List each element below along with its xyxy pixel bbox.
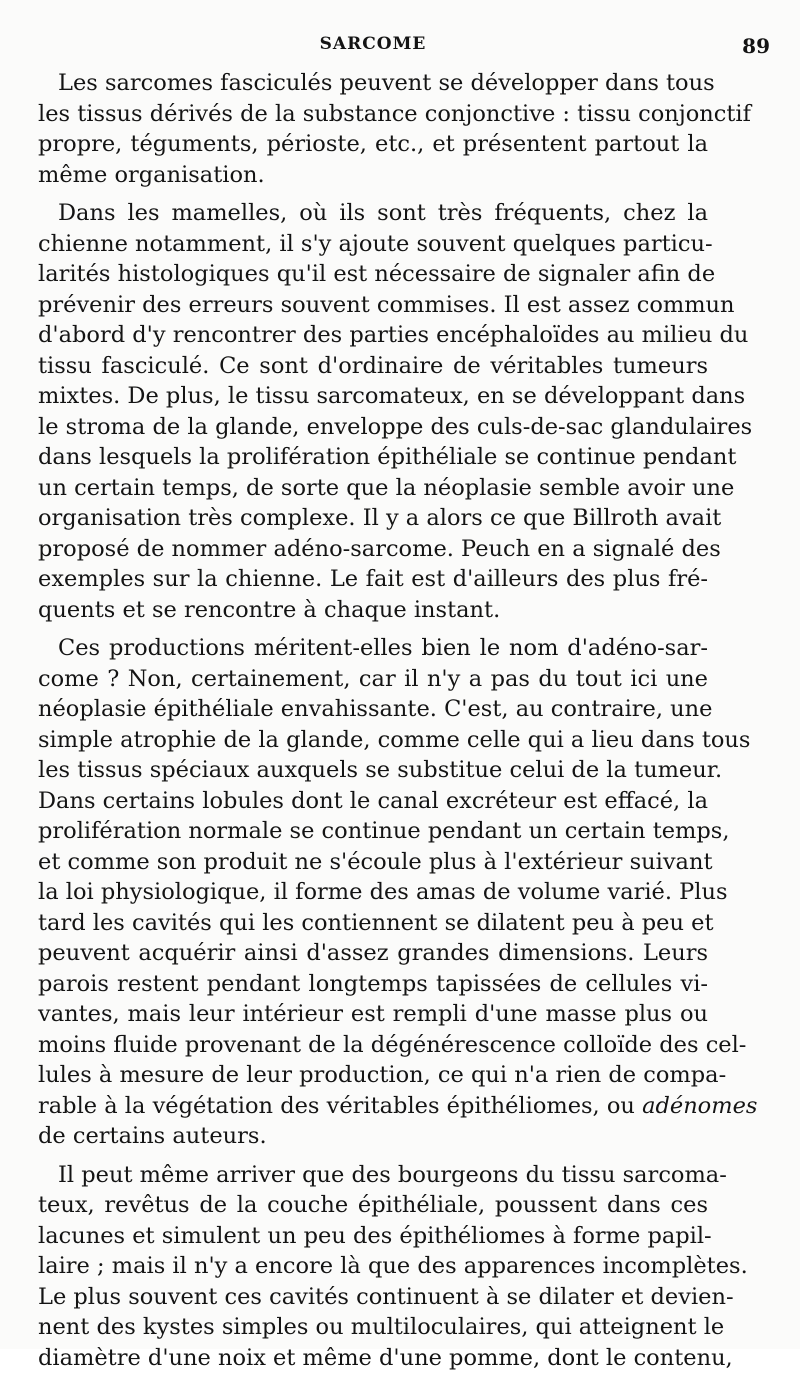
text-line: dans lesquels la prolifération épithéliale se continue pendant (38, 444, 737, 470)
body-text (38, 68, 758, 1381)
text-line: tissu fasciculé. Ce sont d'ordinaire de véritables tumeurs (38, 352, 708, 379)
text-line: diamètre d'une noix et même d'une pomme, dont le contenu, (38, 1344, 733, 1371)
text-line: la loi physiologique, il forme des amas de volume varié. Plus (38, 879, 728, 905)
text-line-start: rable à la végétation des véritables épithéliomes, ou (38, 1092, 635, 1119)
paragraph-1 (38, 68, 751, 190)
text-line: lacunes et simulent un peu des épithéliomes à forme papil- (38, 1222, 712, 1249)
text-line: même organisation. (38, 161, 265, 188)
text-line: nent des kystes simples ou multiloculaires, qui atteignent le (38, 1314, 725, 1340)
text-line: de certains auteurs. (38, 1123, 267, 1149)
text-line: peuvent acquérir ainsi d'assez grandes dimensions. Leurs (38, 940, 708, 966)
paragraph-3 (38, 633, 758, 1152)
text-line: prévenir des erreurs souvent commises. Il est assez commun (38, 291, 735, 318)
text-line: quents et se rencontre à chaque instant. (38, 596, 501, 623)
text-line: Les sarcomes fasciculés peuvent se développer dans tous (58, 70, 715, 96)
italic-term: adénomes (642, 1092, 758, 1119)
text-line: Dans certains lobules dont le canal excréteur est effacé, la (38, 787, 708, 814)
text-line: lules à mesure de leur production, ce qui n'a rien de compa- (38, 1062, 727, 1088)
text-line: come ? Non, certainement, car il n'y a pas du tout ici une (38, 665, 708, 692)
page-number: 89 (742, 34, 770, 58)
text-line: vantes, mais leur intérieur est rempli d'une masse plus ou (38, 1001, 708, 1027)
text-line: laire ; mais il n'y a encore là que des apparences incomplètes. (38, 1253, 748, 1279)
paragraph-4 (38, 1160, 748, 1374)
text-line: larités histologiques qu'il est nécessaire de signaler afin de (38, 261, 716, 287)
text-line: Ces productions méritent-elles bien le nom d'adéno-sar- (58, 635, 708, 661)
text-line: organisation très complexe. Il y a alors ce que Billroth avait (38, 505, 722, 531)
running-head (38, 32, 770, 60)
text-line: le stroma de la glande, enveloppe des culs-de-sac glandulaires (38, 413, 753, 440)
text-line: Le plus souvent ces cavités continuent à se dilater et devien- (38, 1283, 734, 1310)
text-line: moins fluide provenant de la dégénérescence colloïde des cel- (38, 1031, 747, 1058)
text-line: mixtes. De plus, le tissu sarcomateux, en se développant dans (38, 383, 746, 409)
text-line: Dans les mamelles, où ils sont très fréquents, chez la (58, 200, 708, 226)
text-line: proposé de nommer adéno-sarcome. Peuch en a signalé des (38, 535, 721, 562)
text-line: Il peut même arriver que des bourgeons du tissu sarcoma- (58, 1161, 727, 1188)
text-line: les tissus spéciaux auxquels se substitue celui de la tumeur. (38, 757, 723, 783)
text-line: et comme son produit ne s'écoule plus à l'extérieur suivant (38, 848, 713, 875)
text-line: propre, téguments, périoste, etc., et présentent partout la (38, 131, 708, 157)
text-line: parois restent pendant longtemps tapissées de cellules vi- (38, 970, 708, 997)
text-line: tard les cavités qui les contiennent se dilatent peu à peu et (38, 909, 714, 936)
paragraph-2 (38, 198, 753, 625)
running-title: SARCOME (319, 34, 427, 54)
text-line: prolifération normale se continue pendant un certain temps, (38, 818, 730, 844)
text-line: simple atrophie de la glande, comme celle qui a lieu dans tous (38, 726, 751, 753)
text-line: néoplasie épithéliale envahissante. C'est, au contraire, une (38, 696, 713, 722)
text-line: chienne notamment, il s'y ajoute souvent quelques particu- (38, 230, 713, 257)
text-line: les tissus dérivés de la substance conjonctive : tissu conjonctif (38, 100, 751, 127)
text-line: exemples sur la chienne. Le fait est d'ailleurs des plus fré- (38, 566, 708, 592)
text-line-with-italic (38, 1091, 758, 1122)
text-line: un certain temps, de sorte que la néoplasie semble avoir une (38, 474, 735, 501)
text-line: teux, revêtus de la couche épithéliale, poussent dans ces (38, 1192, 708, 1218)
text-line: d'abord d'y rencontrer des parties encéphaloïdes au milieu du (38, 322, 749, 348)
